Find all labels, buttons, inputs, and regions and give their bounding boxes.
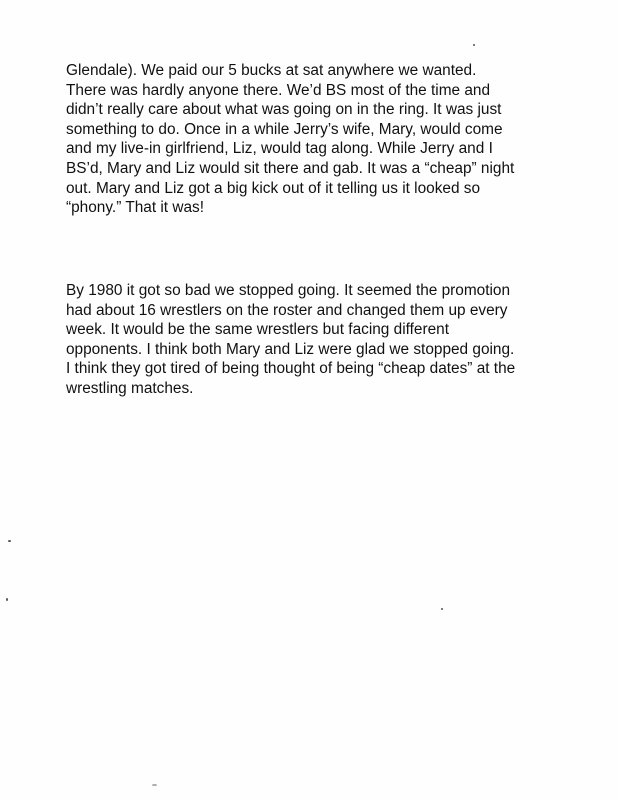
text-line: week. It would be the same wrestlers but facing different xyxy=(66,321,449,339)
text-line: didn’t really care about what was going on in the ring. It was just xyxy=(66,101,502,119)
text-line: out. Mary and Liz got a big kick out of it telling us it looked so xyxy=(66,179,481,197)
text-line: “phony.” That it was! xyxy=(66,199,205,217)
text-line: had about 16 wrestlers on the roster and changed them up every xyxy=(66,301,508,319)
text-line: something to do. Once in a while Jerry’s wife, Mary, would come xyxy=(66,120,503,138)
paragraph-2 xyxy=(66,281,586,399)
scan-speck xyxy=(441,608,443,610)
text-line: wrestling matches. xyxy=(66,379,194,397)
scan-speck xyxy=(152,784,157,786)
text-line: and my live-in girlfriend, Liz, would tag along. While Jerry and I xyxy=(66,140,493,158)
scan-speck xyxy=(473,44,475,46)
paragraph-1 xyxy=(66,61,586,218)
text-line: By 1980 it got so bad we stopped going. It seemed the promotion xyxy=(66,282,511,299)
scan-speck xyxy=(6,598,8,601)
text-line: opponents. I think both Mary and Liz were glad we stopped going. xyxy=(66,340,515,358)
text-line: There was hardly anyone there. We’d BS most of the time and xyxy=(66,81,491,99)
text-line: I think they got tired of being thought of being “cheap dates” at the xyxy=(66,360,516,378)
text-line: BS’d, Mary and Liz would sit there and gab. It was a “cheap” night xyxy=(66,159,515,177)
scan-speck xyxy=(8,540,11,542)
text-line: Glendale). We paid our 5 bucks at sat anywhere we wanted. xyxy=(66,62,477,79)
